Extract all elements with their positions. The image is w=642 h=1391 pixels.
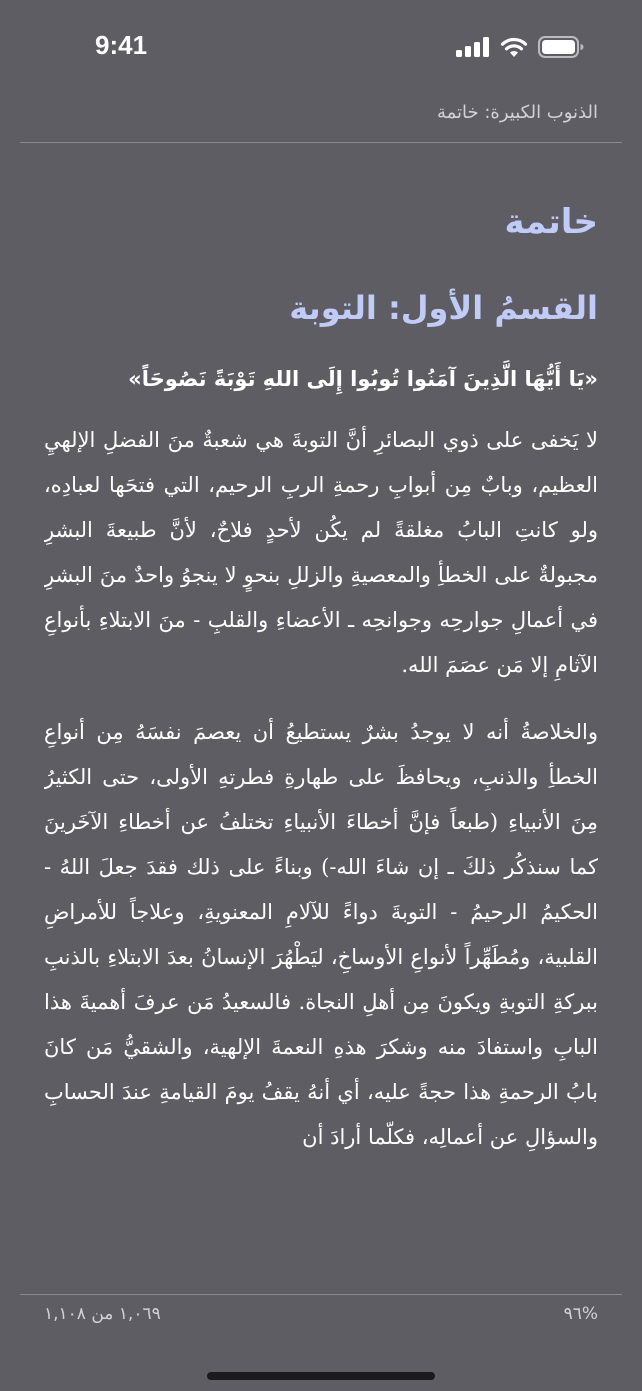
- battery-icon: [538, 36, 584, 62]
- status-bar: [0, 0, 642, 95]
- cellular-signal-icon: [456, 37, 490, 61]
- status-icons: [456, 36, 584, 62]
- quran-verse: «يَا أَيُّهَا الَّذِينَ آمَنُوا تُوبُوا إِلَى اللهِ تَوْبَةً نَصُوحَاً»: [128, 367, 598, 391]
- book-header-title: الذنوب الكبيرة: خاتمة: [436, 102, 598, 123]
- paragraph-1: لا يَخفى على ذوي البصائرِ أنَّ التوبةَ هي شعبةٌ منَ الفضلِ الإلهيِ العظيم، وبابٌ مِن أبوابِ رحمةِ الربِ الرحيم، التي فتحَها لعبادِه، ولو كانتِ البابُ مغلقةً لم يكُن لأحدٍ فلاحٌ، لأنَّ طبيعةَ البشرِ مجبولةٌ على الخطأِ والمعصيةِ والزللِ بنحوٍ لا ينجوُ واحدٌ منَ البشرِ في أعمالِ جوارحِه وجوانحِه ـ الأعضاءِ والقلبِ - منَ الابتلاءِ بأنواعِ الآثامِ إلا مَن عصَمَ الله.: [44, 428, 598, 677]
- home-indicator[interactable]: [207, 1372, 435, 1380]
- chapter-title: خاتمة: [504, 202, 598, 242]
- footer-divider: [20, 1294, 622, 1295]
- reading-percent: ٩٦%: [563, 1304, 598, 1324]
- reader-content[interactable]: [44, 143, 598, 1293]
- section-title: القسمُ الأول: التوبة: [289, 289, 598, 327]
- paragraph-2: والخلاصةُ أنه لا يوجدُ بشرٌ يستطيعُ أن يعصمَ نفسَهُ مِن أنواعِ الخطأِ والذنبِ، ويحافظَ على طهارةِ فطرتهِ الأولى، حتى الكثيرُ مِنَ الأنبياءِ (طبعاً فإنَّ أخطاءَ الأنبياءِ تختلفُ عن أخطاءِ الآخَرينَ كما سنذكُر ذلكَ ـ إن شاءَ الله-) وبناءً على ذلك فقدَ جعلَ اللهُ - الحكيمُ الرحيمُ - التوبةَ دواءً للآلامِ المعنويةِ، وعلاجاً للأمراضِ القلبية، ومُطَهِّراً لأنواعِ الأوساخِ، ليَطْهُرَ الإنسانُ بعدَ الابتلاءِ بالذنبِ ببركةِ التوبةِ ويكونَ مِن أهلِ النجاة. فالسعيدُ مَن عرفَ أهميةَ هذا البابِ واستفادَ منه وشكرَ هذهِ النعمةَ الإلهية، والشقيُّ مَن كانَ بابُ الرحمةِ هذا حجةً عليه، أي أنهُ يقفُ يومَ القيامةِ عندَ الحسابِ والسؤالِ عن أعمالِه، فكلّما أرادَ أن: [44, 720, 598, 1149]
- wifi-icon: [500, 37, 528, 61]
- page-progress: ١,٠٦٩ من ١,١٠٨: [44, 1304, 161, 1324]
- status-time: 9:41: [95, 30, 148, 60]
